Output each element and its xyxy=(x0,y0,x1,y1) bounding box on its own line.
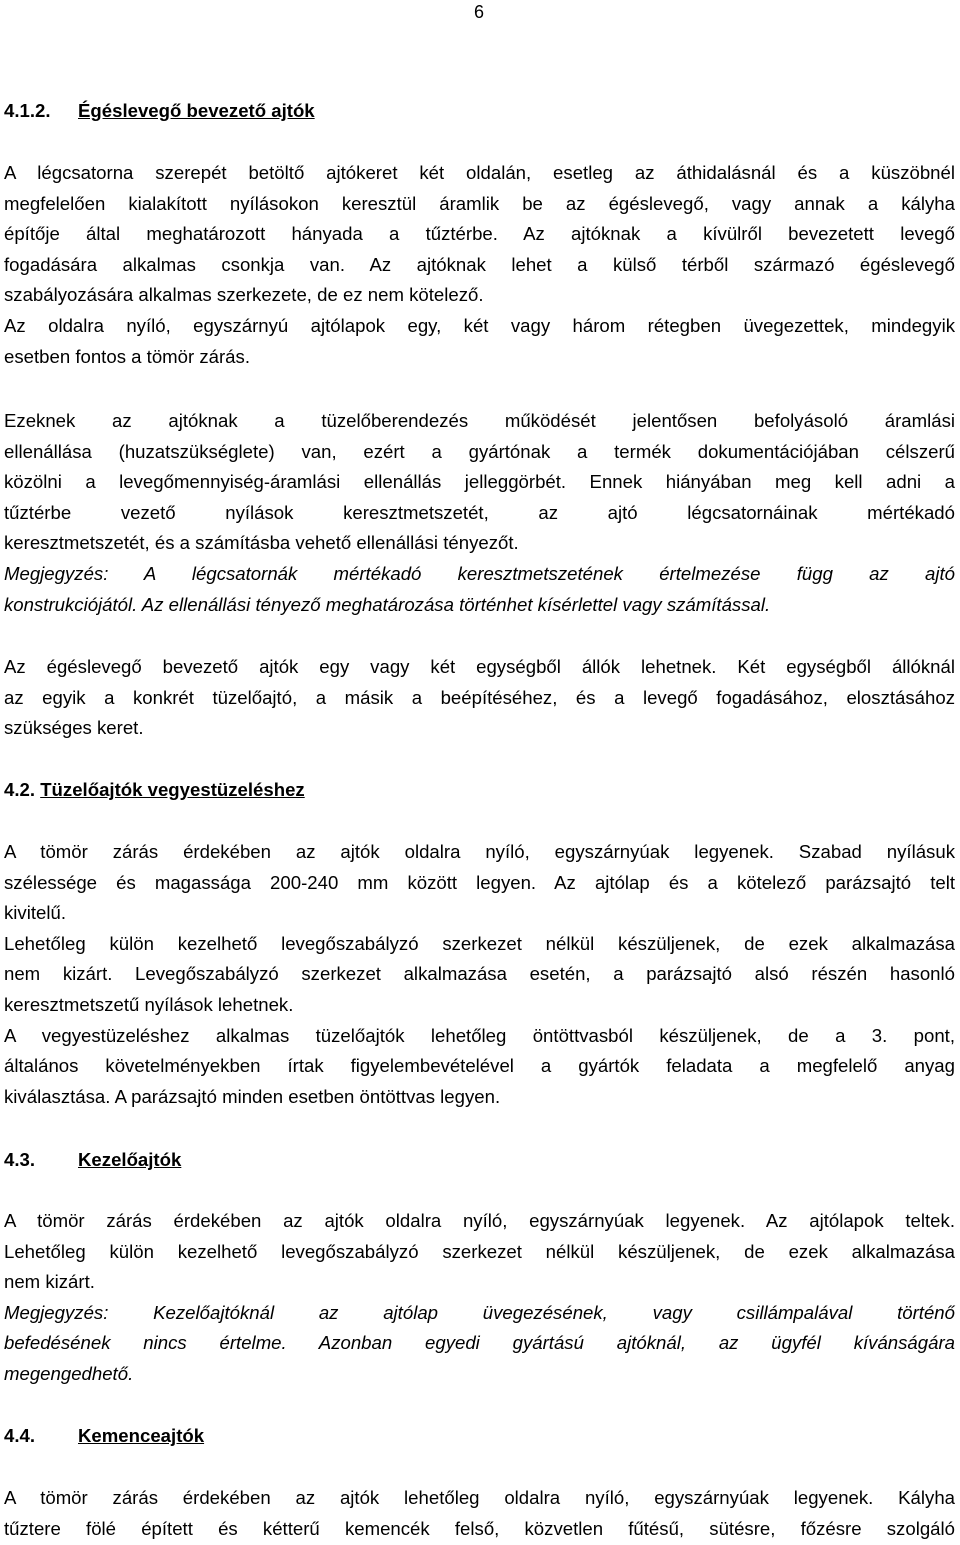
text-line: szabályozására alkalmas szerkezete, de ez nem kötelező. xyxy=(4,284,484,306)
paragraph-4-1-2-units xyxy=(4,652,955,744)
text-line: keresztmetszetű nyílások lehetnek. xyxy=(4,993,294,1015)
section-title: Tüzelőajtók vegyestüzeléshez xyxy=(40,779,305,800)
text-line: esetben fontos a tömör zárás. xyxy=(4,345,250,367)
text-line: szélessége és magassága 200-240 mm között legyen. Az ajtólap és a kötelező parázsajtó telt xyxy=(4,871,955,893)
note-line: Megjegyzés: Kezelőajtóknál az ajtólap üvegezésének, vagy csillámpalával történő xyxy=(4,1301,955,1323)
section-heading-4-1-2 xyxy=(4,96,955,127)
section-number: 4.4. xyxy=(4,1425,36,1446)
text-line: megfelelően kialakított nyílásokon keresztül áramlik be az égéslevegő, vagy annak a kályha xyxy=(4,192,955,214)
text-line: kivitelű. xyxy=(4,902,67,924)
text-line: A tömör zárás érdekében az ajtók oldalra nyíló, egyszárnyúak legyenek. Az ajtólapok teltek. xyxy=(4,1210,955,1231)
section-number: 4.3. xyxy=(4,1149,36,1170)
text-line: fogadására alkalmas csonkja van. Az ajtóknak lehet a külső térből származó égéslevegő xyxy=(4,253,955,275)
text-line: Lehetőleg külön kezelhető levegőszabályzó szerkezet nélkül készüljenek, de ezek alkalmazása xyxy=(4,1240,955,1262)
text-line: kiválasztása. A parázsajtó minden esetben öntöttvas legyen. xyxy=(4,1085,501,1107)
section-heading-4-4 xyxy=(4,1421,955,1452)
text-line: A tömör zárás érdekében az ajtók oldalra nyíló, egyszárnyúak legyenek. Szabad nyílásuk xyxy=(4,841,955,862)
section-title: Égéslevegő bevezető ajtók xyxy=(78,100,315,121)
text-line: keresztmetszetét, és a számításba vehető ellenállási tényezőt. xyxy=(4,532,519,554)
text-line: tűztérbe vezető nyílások keresztmetszetét, az ajtó légcsatornáinak mértékadó xyxy=(4,501,955,523)
paragraph-4-2 xyxy=(4,837,955,1112)
paragraph-4-1-2-resistance xyxy=(4,406,955,620)
text-line: nem kizárt. xyxy=(4,1271,95,1293)
note-line: Megjegyzés: A légcsatornák mértékadó keresztmetszetének értelmezése függ az ajtó xyxy=(4,562,955,584)
text-line: Ezeknek az ajtóknak a tüzelőberendezés működését jelentősen befolyásoló áramlási xyxy=(4,410,955,431)
note-line: megengedhető. xyxy=(4,1362,134,1384)
text-line: nem kizárt. Levegőszabályzó szerkezet alkalmazása esetén, a parázsajtó alsó részén hasonló xyxy=(4,963,955,985)
text-line: építője által meghatározott hányada a tűztérbe. Az ajtóknak a kívülről bevezetett levegő xyxy=(4,223,955,245)
section-title: Kemenceajtók xyxy=(78,1425,205,1446)
section-number: 4.1.2. xyxy=(4,100,51,121)
text-line: A vegyestüzeléshez alkalmas tüzelőajtók lehetőleg öntöttvasból készüljenek, de a 3. pont, xyxy=(4,1024,955,1046)
text-line: Az oldalra nyíló, egyszárnyú ajtólapok egy, két vagy három rétegben üvegezettek, mindegyik xyxy=(4,314,955,336)
section-heading-4-2 xyxy=(4,775,955,806)
paragraph-4-3 xyxy=(4,1206,955,1390)
text-line: tűztere fölé épített és kétterű kemencék felső, közvetlen fűtésű, sütésre, főzésre szolgáló xyxy=(4,1517,955,1539)
text-line: Lehetőleg külön kezelhető levegőszabályzó szerkezet nélkül készüljenek, de ezek alkalmazása xyxy=(4,932,955,954)
text-line: általános követelményekben írtak figyelembevételével a gyártók feladata a megfelelő anyag xyxy=(4,1055,955,1077)
note-line: konstrukciójától. Az ellenállási tényező meghatározása történhet kísérlettel vagy számítással. xyxy=(4,593,771,615)
text-line: közölni a levegőmennyiség-áramlási ellenállás jelleggörbét. Ennek hiányában meg kell adni a xyxy=(4,471,955,493)
text-line: az egyik a konkrét tüzelőajtó, a másik a beépítéséhez, és a levegő fogadásához, elosztásához xyxy=(4,686,955,708)
paragraph-4-4 xyxy=(4,1483,955,1544)
text-line: Az égéslevegő bevezető ajtók egy vagy két egységből állók lehetnek. Két egységből állóknál xyxy=(4,656,955,677)
text-line: ellenállása (huzatszükséglete) van, ezért a gyártónak a termék dokumentációjában célszerű xyxy=(4,440,955,462)
text-line: A tömör zárás érdekében az ajtók lehetőleg oldalra nyíló, egyszárnyúak legyenek. Kályha xyxy=(4,1487,955,1508)
text-line: szükséges keret. xyxy=(4,717,144,739)
section-number: 4.2. xyxy=(4,779,36,800)
section-title: Kezelőajtók xyxy=(78,1149,182,1170)
section-heading-4-3 xyxy=(4,1145,955,1176)
note-line: befedésének nincs értelme. Azonban egyedi gyártású ajtóknál, az ügyfél kívánságára xyxy=(4,1332,955,1354)
page-number: 6 xyxy=(474,2,485,22)
paragraph-4-1-2-intro xyxy=(4,158,955,372)
text-line: A légcsatorna szerepét betöltő ajtókeret két oldalán, esetleg az áthidalásnál és a küszöbnél xyxy=(4,162,955,183)
